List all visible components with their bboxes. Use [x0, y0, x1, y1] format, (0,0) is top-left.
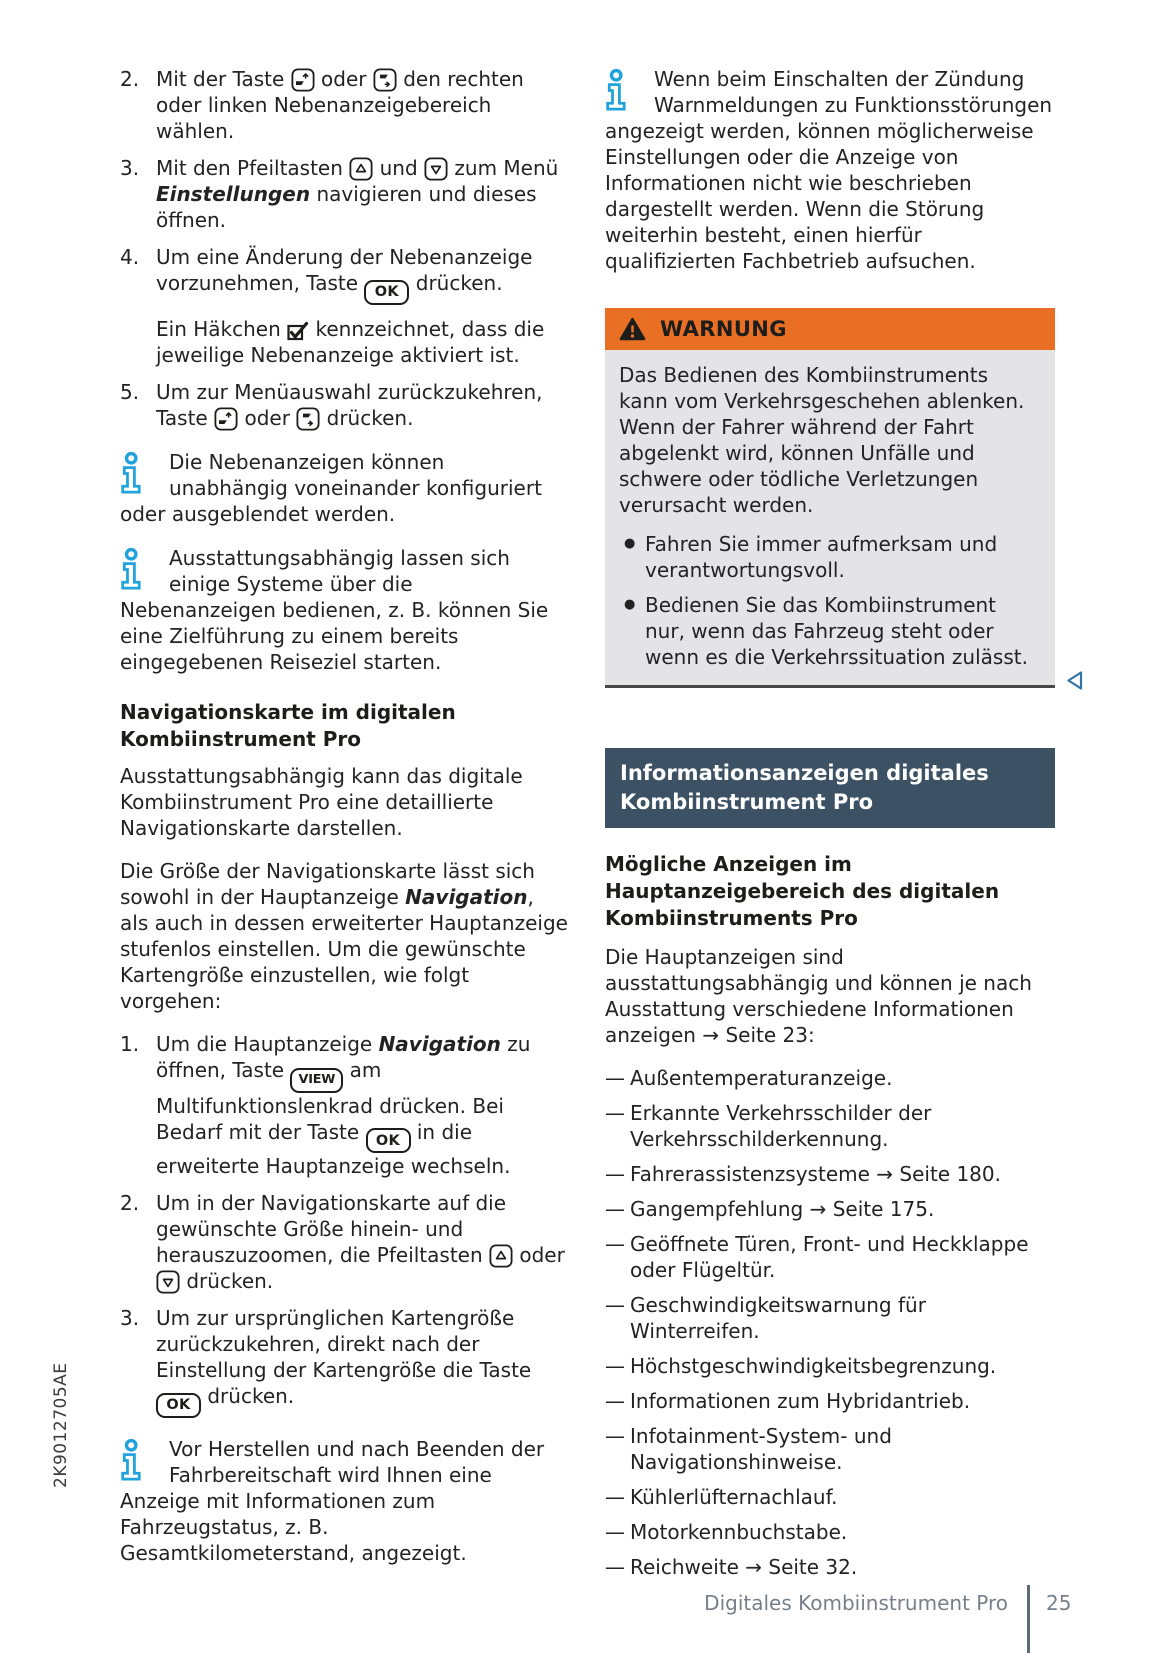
info-icon — [605, 68, 637, 114]
numbered-step-list — [120, 1031, 568, 1418]
warning-box — [605, 308, 1055, 688]
step-text: Um eine Änderung der Nebenanzeige vorzunehmen, Taste OK drücken. Ein Häkchen kennzeichnet, dass die jeweilige Nebenanzeige aktiviert ist. — [156, 244, 568, 368]
info-note-text: Vor Herstellen und nach Beenden der Fahrbereitschaft wird Ihnen eine Anzeige mit Informationen zum Fahrzeugstatus, z. B. Gesamtkilometerstand, angezeigt. — [120, 1437, 545, 1566]
info-icon — [120, 451, 152, 497]
list-item — [120, 1305, 568, 1418]
display-left-button-icon — [373, 68, 397, 92]
dash-marker: — — [605, 1101, 625, 1125]
warning-bullet: ● Fahren Sie immer aufmerksam und verantwortungsvoll. — [619, 531, 1041, 583]
arrow-down-button-icon — [424, 157, 448, 181]
dash-marker: — — [605, 1424, 625, 1448]
view-button-icon: VIEW — [290, 1068, 343, 1093]
subsection-heading: Navigationskarte im digitalen Kombiinstrument Pro — [120, 699, 456, 751]
list-item — [120, 1031, 568, 1180]
warning-body-text: Das Bedienen des Kombiinstruments kann vom Verkehrsgeschehen ablenken. Wenn der Fahrer während der Fahrt abgelenkt wird, können Unfälle und schwere oder tödliche Verletzungen verursacht werden. — [619, 363, 1025, 517]
list-item — [120, 66, 568, 144]
dash-list-item: — Infotainment-System- und Navigationshinweise. — [605, 1424, 892, 1474]
dash-marker: — — [605, 1197, 625, 1221]
checkbox-checked-icon — [287, 320, 309, 342]
step-text: Mit der Taste oder den rechten oder linken Nebenanzeigebereich wählen. — [156, 67, 524, 143]
step-number: 5. — [120, 379, 140, 404]
dash-list-item: — Kühlerlüfternachlauf. — [605, 1485, 838, 1509]
info-note — [605, 66, 1055, 274]
display-right-button-icon — [214, 407, 238, 431]
ok-button-icon: OK — [366, 1128, 411, 1153]
list-item — [120, 155, 568, 233]
dash-marker: — — [605, 1162, 625, 1186]
dash-list-item: — Geschwindigkeitswarnung für Winterreifen. — [605, 1293, 926, 1343]
subsection-heading: Mögliche Anzeigen im Hauptanzeigebereich des digitalen Kombiinstruments Pro — [605, 852, 1000, 930]
info-note-text: Ausstattungsabhängig lassen sich einige Systeme über die Nebenanzeigen bedienen, z. B. können Sie eine Zielführung zu einem bereits eingegebenen Reiseziel starten. — [120, 545, 549, 674]
part-number: 2K9012705AE — [51, 1362, 71, 1488]
info-note — [120, 1436, 568, 1566]
step-subtext: Ein Häkchen kennzeichnet, dass die jeweilige Nebenanzeige aktiviert ist. — [156, 316, 545, 367]
step-text: Um zur Menüauswahl zurückzukehren, Taste oder drücken. — [156, 379, 543, 430]
footer-section-title: Digitales Kombiinstrument Pro — [704, 1591, 1008, 1615]
list-item — [120, 1190, 568, 1294]
dash-marker: — — [605, 1354, 625, 1378]
list-item — [120, 379, 568, 431]
footer-divider — [1027, 1585, 1030, 1653]
dash-marker: — — [605, 1232, 625, 1256]
dash-list-item: — Geöffnete Türen, Front- und Heckklappe oder Flügeltür. — [605, 1232, 1029, 1282]
warning-bullet-list — [619, 531, 1041, 670]
step-number: 3. — [120, 1306, 140, 1331]
step-number: 4. — [120, 245, 140, 269]
dash-marker: — — [605, 1485, 625, 1509]
step-number: 2. — [120, 67, 140, 91]
warning-header — [605, 308, 1055, 350]
display-right-button-icon — [291, 68, 315, 92]
dash-marker: — — [605, 1066, 625, 1090]
dash-list — [605, 1065, 1055, 1580]
dash-marker: — — [605, 1389, 625, 1413]
arrow-down-button-icon — [156, 1270, 180, 1294]
footer-page-number: 25 — [1046, 1591, 1072, 1615]
step-number: 1. — [120, 1031, 140, 1056]
dash-list-item: — Höchstgeschwindigkeitsbegrenzung. — [605, 1354, 997, 1378]
paragraph: Ausstattungsabhängig kann das digitale Kombiinstrument Pro eine detaillierte Navigationskarte darstellen. — [120, 763, 523, 840]
ok-button-icon: OK — [364, 280, 409, 305]
ok-button-icon: OK — [156, 1393, 201, 1418]
dash-list-item: — Gangempfehlung → Seite 175. — [605, 1197, 935, 1221]
paragraph: Die Größe der Navigationskarte lässt sich sowohl in der Hauptanzeige Navigation, als auch in dessen erweiterter Hauptanzeige stufenlos einstellen. Um die gewünschte Kartengröße einzustellen, wie folgt vorgehen: — [120, 858, 568, 1013]
display-left-button-icon — [296, 407, 320, 431]
step-text: Um die Hauptanzeige Navigation zu öffnen, Taste VIEW am Multifunktionslenkrad drücken. Bei Bedarf mit der Taste OK in die erweiterte Hauptanzeige wechseln. — [156, 1031, 531, 1179]
warning-bullet: ● Bedienen Sie das Kombiinstrument nur, wenn das Fahrzeug steht oder wenn es die Verkehrssituation zulässt. — [619, 592, 1041, 670]
dash-marker: — — [605, 1293, 625, 1317]
paragraph: Die Hauptanzeigen sind ausstattungsabhängig und können je nach Ausstattung verschiedene Informationen anzeigen → Seite 23: — [605, 945, 1032, 1047]
info-note — [120, 545, 568, 675]
step-number: 3. — [120, 156, 140, 180]
numbered-step-list — [120, 66, 568, 431]
warning-triangle-icon — [619, 317, 646, 342]
dash-list-item: — Erkannte Verkehrsschilder der Verkehrsschilderkennung. — [605, 1101, 932, 1151]
info-icon — [120, 1438, 152, 1484]
arrow-up-button-icon — [349, 157, 373, 181]
step-text: Um in der Navigationskarte auf die gewünschte Größe hinein- und herauszuzoomen, die Pfeiltasten oder drücken. — [156, 1191, 565, 1294]
arrow-up-button-icon — [489, 1244, 513, 1268]
info-note — [120, 449, 568, 527]
dash-marker: — — [605, 1555, 625, 1579]
info-note-text: Die Nebenanzeigen können unabhängig voneinander konfiguriert oder ausgeblendet werden. — [120, 449, 542, 526]
dash-list-item: — Motorkennbuchstabe. — [605, 1520, 848, 1544]
step-text: Um zur ursprünglichen Kartengröße zurückzukehren, direkt nach der Einstellung der Kartengröße die Taste OK drücken. — [156, 1305, 568, 1418]
warning-body — [605, 350, 1055, 688]
dash-marker: — — [605, 1520, 625, 1544]
dash-list-item: — Fahrerassistenzsysteme → Seite 180. — [605, 1162, 1001, 1186]
info-note-text: Wenn beim Einschalten der Zündung Warnmeldungen zu Funktionsstörungen angezeigt werden, können möglicherweise Einstellungen oder die Anzeige von Informationen nicht wie beschrieben dargestellt werden. Wenn die Störung weiterhin besteht, einen hierfür qualifizierten Fachbetrieb aufsuchen. — [605, 67, 1053, 273]
step-text: Mit den Pfeiltasten und zum Menü Einstellungen navigieren und dieses öffnen. — [156, 156, 559, 232]
bullet-marker: ● — [624, 536, 636, 551]
warning-title: WARNUNG — [660, 317, 787, 341]
continue-marker-icon — [1064, 669, 1085, 692]
bullet-marker: ● — [624, 597, 636, 612]
right-column — [605, 66, 1055, 1589]
section-header: Informationsanzeigen digitales Kombiinstrument Pro — [605, 748, 1055, 828]
left-column — [120, 66, 568, 1582]
step-number: 2. — [120, 1191, 140, 1216]
dash-list-item: — Informationen zum Hybridantrieb. — [605, 1389, 971, 1413]
dash-list-item: — Außentemperaturanzeige. — [605, 1066, 893, 1090]
info-icon — [120, 547, 152, 593]
list-item — [120, 244, 568, 368]
dash-list-item: — Reichweite → Seite 32. — [605, 1555, 858, 1579]
